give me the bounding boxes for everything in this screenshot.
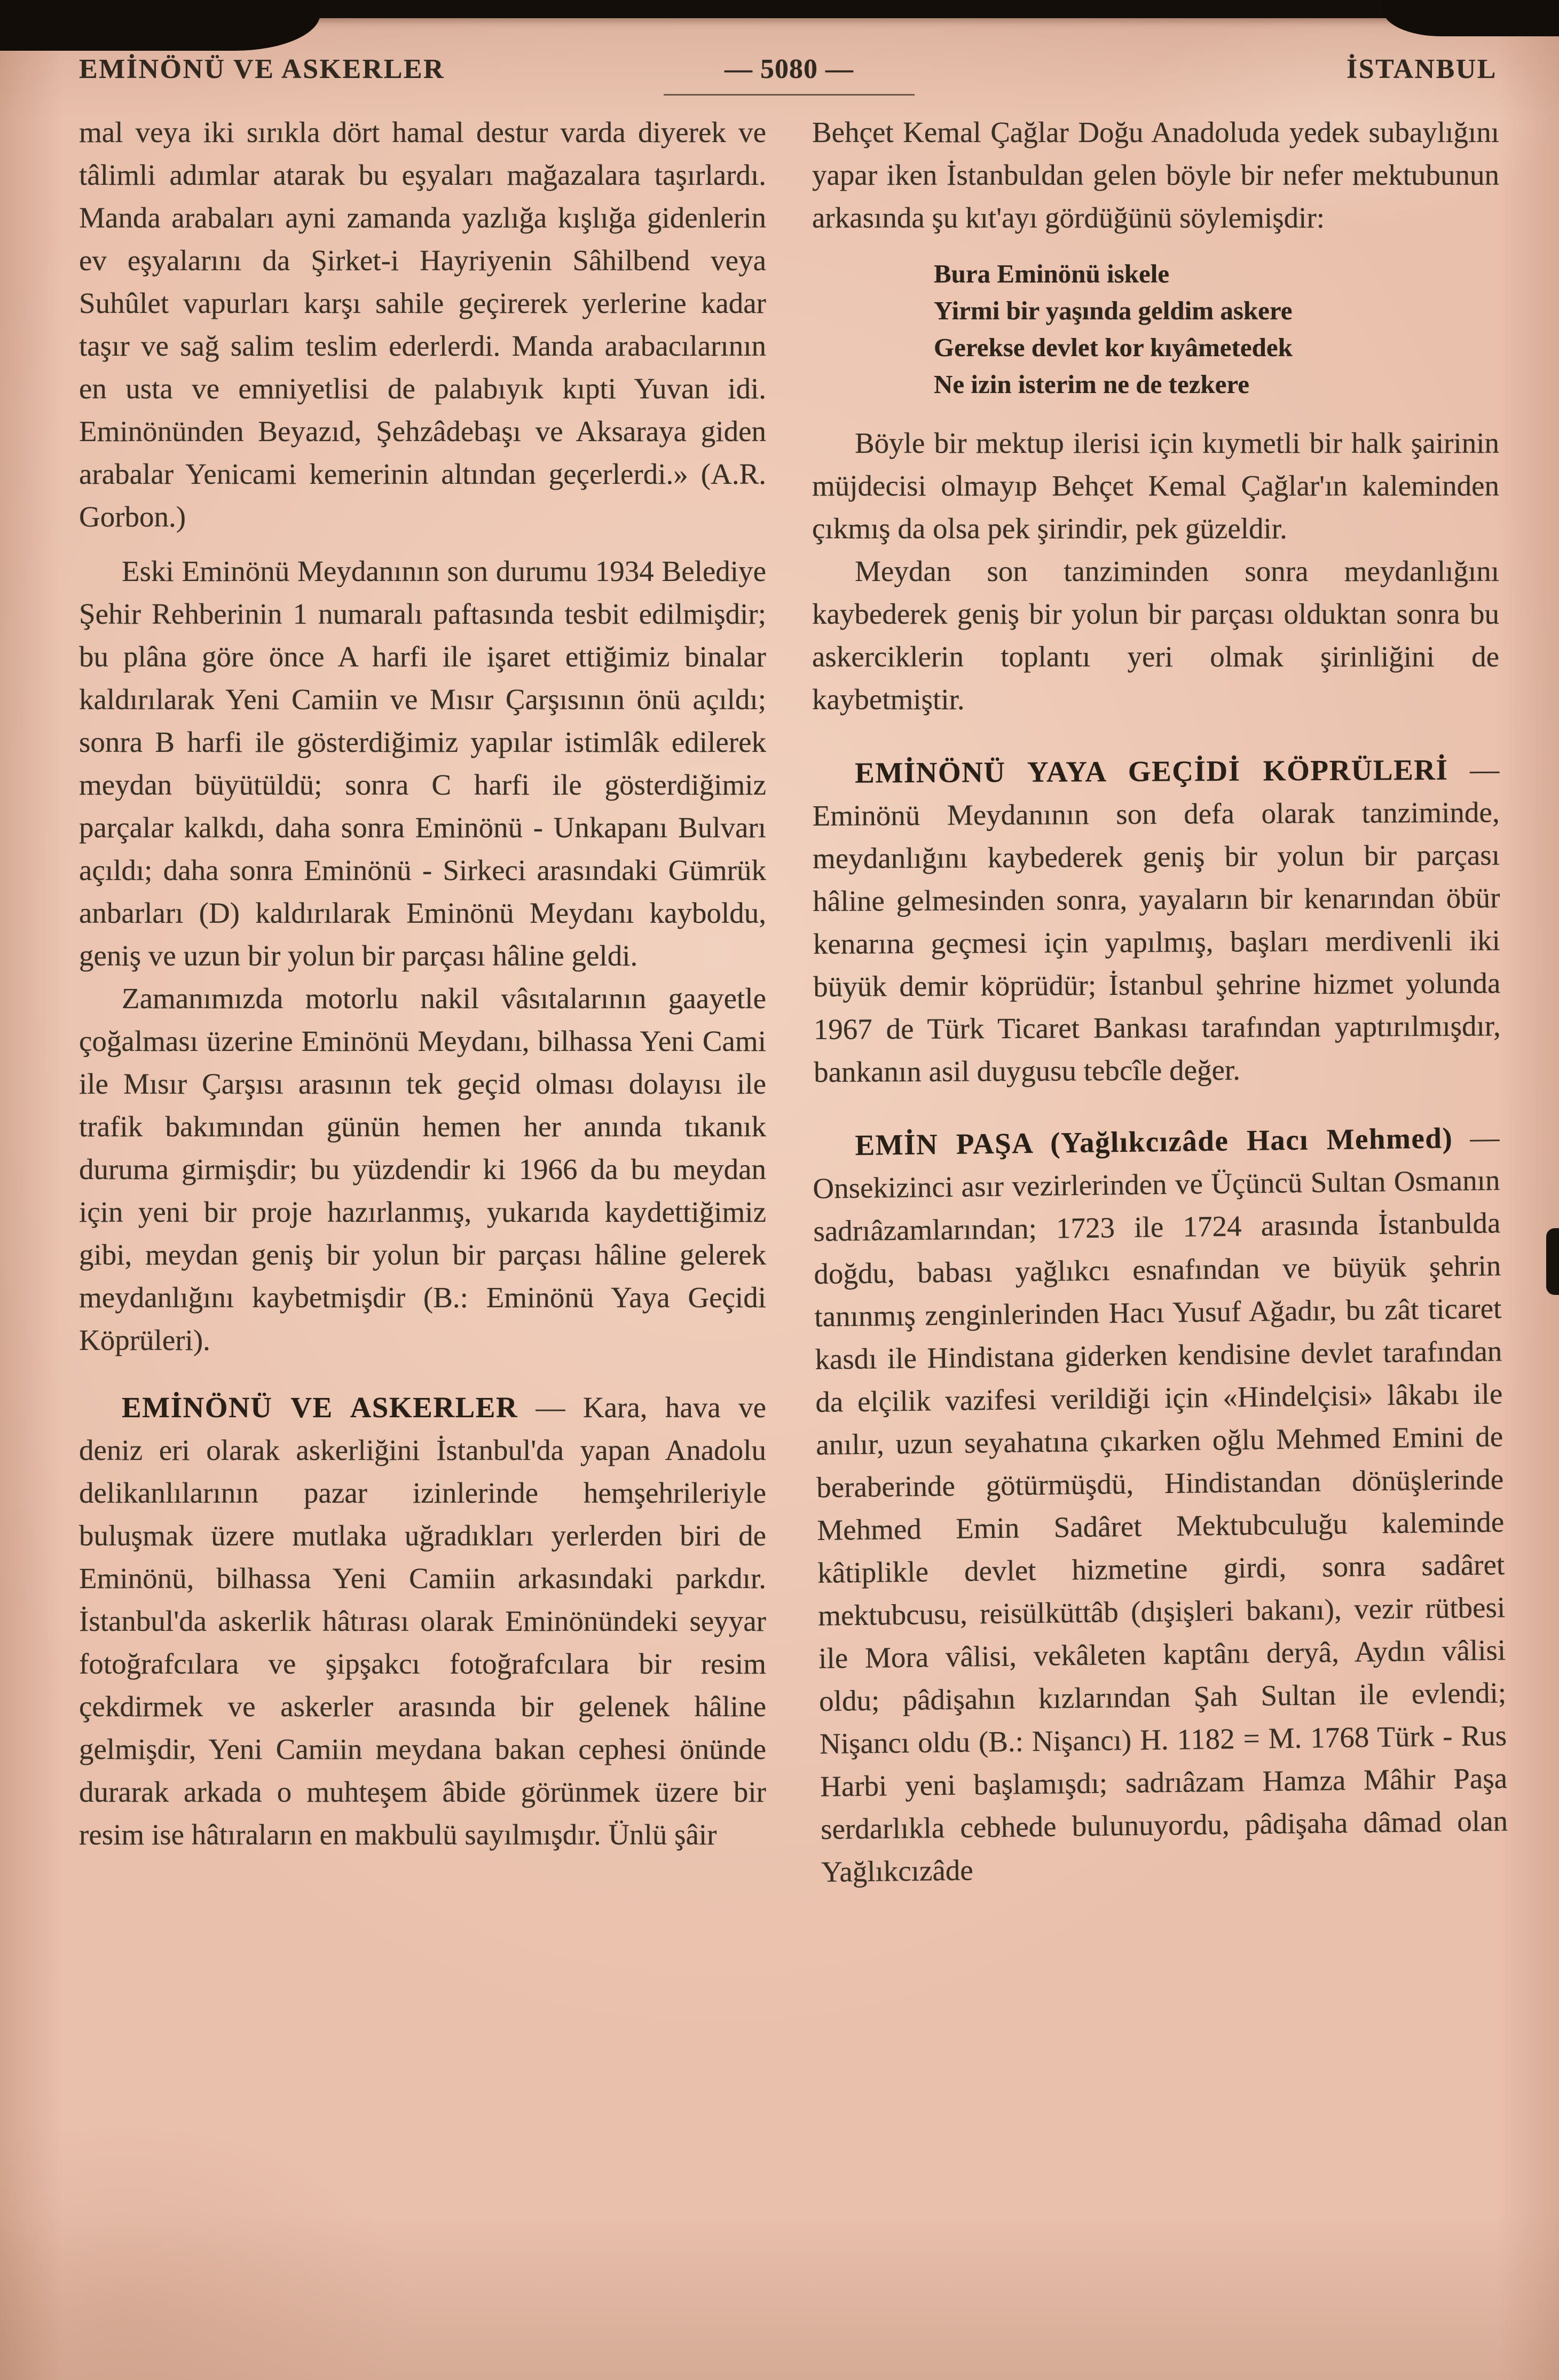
poem-line: Yirmi bir yaşında geldim askere (934, 296, 1293, 325)
right-column (812, 111, 1508, 1894)
entry-body-eminonu-ve-askerler: Kara, hava ve deniz eri olarak askerliğini İstanbul'da yapan Anadolu delikanlılarının pazar izinlerinde hemşehrileriyle buluşmak üzere mutlaka uğradıkları yerlerden biri de Eminönü, bilhassa Yeni Camiin arkasındaki parkdır. İstanbul'da askerlik hâtırası olarak Eminönündeki seyyar fotoğrafcılara ve şipşakcı fotoğrafcılara bir resim çekdirmek ve askerler arasında bir gelenek hâline gelmişdir, Yeni Camiin meydana bakan cephesi önünde durarak arkada o muhteşem âbide görünmek üzere bir resim ise hâtıraların en makbulü sayılmışdır. Ünlü şâir (79, 1391, 766, 1851)
entry-subtitle-emin-pasa: (Yağlıkcızâde Hacı Mehmed) (1032, 1121, 1453, 1159)
paragraph-zamanimizda: Zamanımızda motorlu nakil vâsıtalarının gaayetle çoğalması üzerine Eminönü Meydanı, bilhassa Yeni Cami ile Mısır Çarşısı arasının tek geçid olması dolayısı ile trafik bakımından günün hemen her anında tıkanık duruma girmişdir; bu yüzdendir ki 1966 da bu meydan için yeni bir proje hazırlanmış, yukarıda kaydettiğimiz gibi, meydan geniş bir yolun bir parçası hâline gelerek meydanlığını kaybetmişdir (B.: Eminönü Yaya Geçidi Köprüleri). (79, 982, 766, 1356)
scan-mark-right-edge (1546, 1228, 1559, 1295)
entry-eminonu-ve-askerler (79, 1386, 766, 1856)
poem-block (934, 255, 1499, 403)
running-title-left: EMİNÖNÜ VE ASKERLER (79, 54, 445, 84)
entry-separator: — (1452, 1121, 1500, 1154)
page-number: — 5080 — (725, 54, 854, 84)
page-header (79, 49, 1499, 92)
entry-yaya-gecidi-kopruleri (812, 748, 1501, 1094)
page-content (79, 49, 1508, 1894)
entry-separator: — (518, 1391, 583, 1424)
entry-title-eminonu-ve-askerler: EMİNÖNÜ VE ASKERLER (122, 1391, 518, 1424)
paragraph-eski-eminonu: Eski Eminönü Meydanının son durumu 1934 Belediye Şehir Rehberinin 1 numaralı paftasında tesbit edilmişdir; bu plâna göre önce A harfi ile işaret ettiğimiz binalar kaldırılarak Yeni Camiin ve Mısır Çarşısının önü açıldı; sonra B harfi ile gösterdiğimiz yapılar istimlâk edilerek meydan büyütüldü; sonra C harfi ile gösterdiğimiz parçalar kalkdı, daha sonra Eminönü - Unkapanı Bulvarı açıldı; daha sonra Eminönü - Sirkeci arasındaki Gümrük anbarları (D) kaldırılarak Eminönü Meydanı kayboldu, geniş ve uzun bir yolun bir parçası hâline geldi. (79, 555, 766, 972)
poem-line: Gerekse devlet kor kıyâmetedek (934, 333, 1293, 362)
paragraph-boyle-bir-mektup: Böyle bir mektup ilerisi için kıymetli bir halk şairinin müjdecisi olmayıp Behçet Kemal Çağlar'ın kaleminden çıkmış da olsa pek şirindir, pek güzeldir. (812, 427, 1499, 545)
header-rule (664, 94, 915, 96)
entry-title-emin-pasa: EMİN PAŞA (855, 1126, 1033, 1162)
paragraph-behcet-kemal: Behçet Kemal Çağlar Doğu Anadoluda yedek subaylığını yapar iken İstanbuldan gelen böyle bir nefer mektubunun arkasında şu kıt'ayı gördüğünü söylemişdir: (812, 116, 1499, 234)
entry-title-yaya-gecidi-kopruleri: EMİNÖNÜ YAYA GEÇİDİ KÖPRÜLERİ (855, 753, 1448, 789)
poem-line: Ne izin isterim ne de tezkere (934, 370, 1249, 399)
entry-separator: — (1448, 753, 1500, 786)
running-title-right: İSTANBUL (1346, 54, 1497, 84)
poem-line: Bura Eminönü iskele (934, 259, 1170, 288)
paragraph-meydan-son-tanzim: Meydan son tanziminden sonra meydanlığını kaybederek geniş bir yolun bir parçası olduktan sonra bu askerciklerin toplantı yeri olmak şirinliğini de kaybetmiştir. (812, 555, 1499, 716)
two-column-text (79, 111, 1508, 1894)
entry-body-yaya-gecidi-kopruleri: Eminönü Meydanının son defa olarak tanziminde, meydanlığını kaybederek geniş bir yolun bir parçası hâline gelmesinden sonra, yayaların bir kenarından öbür kenarına geçmesi için yapılmış, başları merdivenli iki büyük demir köprüdür; İstanbul şehrine hizmet yolunda 1967 de Türk Ticaret Bankası tarafından yaptırılmışdır, bankanın asil duygusu tebcîle değer. (812, 796, 1501, 1088)
scan-corner-top-left (0, 0, 320, 51)
scan-corner-top-right (1383, 0, 1559, 36)
entry-body-emin-pasa: Onsekizinci asır vezirlerinden ve Üçüncü Sultan Osmanın sadrıâzamlarından; 1723 ile 1724 arasında İstanbulda doğdu, babası yağlıkcı esnafından ve büyük şehrin tanınmış zenginlerinden Hacı Yusuf Ağadır, bu zât ticaret kasdı ile Hindistana giderken kendisine devlet tarafından da elçilik vazifesi verildiği için «Hindelçisi» lâkabı ile anılır, uzun seyahatına çıkarken oğlu Mehmed Emini de beraberinde götürmüşdü, Hindistandan dönüşlerinde Mehmed Emin Sadâret Mektubculuğu kaleminde kâtiplikle devlet hizmetine girdi, sonra sadâret mektubcusu, reisülküttâb (dışişleri bakanı), vezir rütbesi ile Mora vâlisi, vekâleten kaptânı deryâ, Aydın vâlisi oldu; pâdişahın kızlarından Şah Sultan ile evlendi; Nişancı oldu (B.: Nişancı) H. 1182 = M. 1768 Türk - Rus Harbi yeni başlamışdı; sadrıâzam Hamza Mâhir Paşa serdarlıkla cebhede bulunuyordu, pâdişaha dâmad olan Yağlıkcızâde (813, 1164, 1508, 1888)
paragraph-continuation: mal veya iki sırıkla dört hamal destur varda diyerek ve tâlimli adımlar atarak bu eşyaları mağazalara taşırlardı. Manda arabaları ayni zamanda yazlığa kışlığa gidenlerin ev eşyalarını da Şirket-i Hayriyenin Sâhilbend veya Suhûlet vapurları karşı sahile geçirerek yerlerine kadar taşır ve sağ salim teslim ederlerdi. Manda arabacılarının en usta ve emniyetlisi de palabıyık kıpti Yuvan idi. Eminönünden Beyazıd, Şehzâdebaşı ve Aksaraya giden arabalar Yenicami kemerinin altından geçerlerdi.» (A.R. Gorbon.) (79, 116, 766, 533)
left-column (79, 111, 766, 1894)
entry-emin-pasa (812, 1116, 1508, 1894)
